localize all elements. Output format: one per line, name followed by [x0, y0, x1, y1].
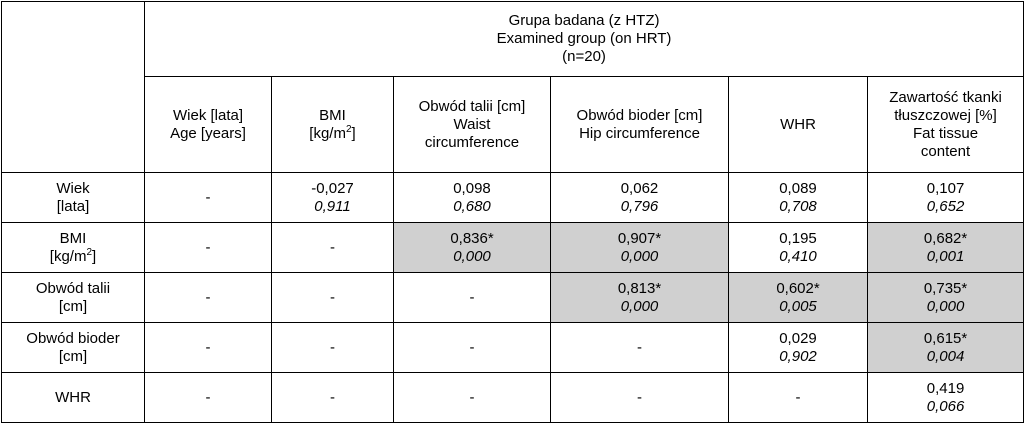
table-cell	[394, 273, 551, 323]
table-cell	[868, 173, 1024, 223]
table-cell	[394, 373, 551, 423]
unit-text: ]	[92, 247, 97, 265]
table-cell	[729, 273, 868, 323]
empty-dash: -	[205, 238, 211, 256]
table-cell	[272, 323, 394, 373]
row-header-line: Wiek	[56, 179, 90, 197]
table-cell	[551, 323, 729, 373]
column-header-line: Fat tissue	[913, 124, 979, 142]
p-value: 0,000	[620, 297, 659, 315]
group-header-line1: Grupa badana (z HTZ)	[508, 12, 660, 29]
column-header-line: Waist	[453, 115, 491, 133]
column-header-bmi	[272, 77, 394, 173]
row-header	[2, 373, 145, 423]
column-header-line: Obwód talii [cm]	[418, 97, 526, 115]
table-row	[2, 273, 1024, 323]
correlation-coefficient: 0,813*	[617, 279, 662, 297]
column-header-age	[145, 77, 272, 173]
unit-text: [kg/m	[49, 247, 87, 265]
table-cell	[145, 223, 272, 273]
correlation-coefficient: 0,907*	[617, 229, 662, 247]
table-cell	[729, 223, 868, 273]
column-header-fat	[868, 77, 1024, 173]
table-cell	[551, 223, 729, 273]
table-cell	[272, 173, 394, 223]
table-cell	[551, 373, 729, 423]
table-cell	[551, 273, 729, 323]
table-cell	[272, 273, 394, 323]
column-header-line: tłuszczowej [%]	[894, 106, 997, 124]
table-cell	[272, 223, 394, 273]
table-row	[2, 173, 1024, 223]
table-cell	[729, 173, 868, 223]
empty-dash: -	[469, 338, 475, 356]
row-header	[2, 323, 145, 373]
empty-dash: -	[330, 338, 335, 356]
empty-dash: -	[205, 388, 211, 406]
table-cell	[729, 373, 868, 423]
column-header-line: Wiek [lata]	[172, 106, 244, 124]
empty-dash: -	[469, 388, 475, 406]
correlation-coefficient: 0,602*	[776, 279, 820, 297]
table-cell	[868, 373, 1024, 423]
p-value: 0,005	[779, 297, 817, 315]
row-header	[2, 273, 145, 323]
table-cell	[868, 323, 1024, 373]
correlation-coefficient: 0,735*	[923, 279, 968, 297]
p-value: 0,001	[926, 247, 965, 265]
row-header-line	[6, 248, 140, 266]
column-header-hip	[551, 77, 729, 173]
p-value: 0,911	[314, 197, 351, 215]
table-cell	[145, 273, 272, 323]
table-cell	[868, 223, 1024, 273]
p-value: 0,066	[926, 397, 965, 415]
correlation-coefficient: 0,107	[926, 179, 965, 197]
correlation-coefficient: 0,098	[453, 179, 491, 197]
group-header-line3: (n=20)	[562, 48, 606, 65]
column-header-whr	[729, 77, 868, 173]
empty-dash: -	[637, 388, 642, 406]
table-cell	[272, 373, 394, 423]
row-header-line: Obwód bioder	[26, 329, 120, 347]
p-value: 0,708	[779, 197, 817, 215]
column-header-waist	[394, 77, 551, 173]
empty-dash: -	[205, 338, 211, 356]
table-row	[2, 223, 1024, 273]
column-header-line: BMI	[319, 106, 346, 124]
column-header-line: Zawartość tkanki	[889, 88, 1002, 106]
row-header-line: WHR	[55, 388, 91, 406]
p-value: 0,652	[926, 197, 965, 215]
empty-dash: -	[205, 288, 211, 306]
table-cell	[551, 173, 729, 223]
correlation-coefficient: 0,682*	[923, 229, 968, 247]
p-value: 0,000	[926, 297, 965, 315]
row-header	[2, 173, 145, 223]
p-value: 0,902	[779, 347, 817, 365]
correlation-coefficient: 0,836*	[450, 229, 494, 247]
p-value: 0,410	[779, 247, 817, 265]
correlation-coefficient: 0,195	[779, 229, 817, 247]
empty-dash: -	[469, 288, 475, 306]
table-body	[2, 173, 1024, 423]
correlation-coefficient: 0,615*	[923, 329, 968, 347]
unit-text: ]	[351, 124, 356, 142]
row-header-line: [lata]	[56, 197, 90, 215]
group-header	[145, 2, 1024, 77]
column-header-line: Age [years]	[170, 124, 246, 142]
unit-superscript: 2	[345, 123, 352, 135]
empty-dash: -	[205, 188, 211, 206]
column-header-line: circumference	[424, 133, 520, 151]
table-cell	[145, 323, 272, 373]
row-header-line: Obwód talii	[35, 279, 111, 297]
empty-dash: -	[795, 388, 801, 406]
correlation-table	[1, 1, 1024, 423]
column-header-line: WHR	[780, 115, 816, 133]
correlation-coefficient: 0,062	[620, 179, 659, 197]
column-header-line	[276, 125, 389, 143]
column-header-line: Hip circumference	[579, 124, 700, 142]
column-header-line: content	[920, 142, 971, 160]
empty-dash: -	[637, 338, 642, 356]
table-cell	[729, 323, 868, 373]
correlation-coefficient: -0,027	[311, 179, 354, 197]
table-row	[2, 323, 1024, 373]
empty-dash: -	[330, 288, 335, 306]
p-value: 0,680	[453, 197, 491, 215]
table-cell	[394, 173, 551, 223]
table-cell	[394, 323, 551, 373]
table-cell	[145, 373, 272, 423]
table-cell	[145, 173, 272, 223]
row-header-line: [cm]	[58, 347, 88, 365]
table-cell	[868, 273, 1024, 323]
column-header-line: Obwód bioder [cm]	[576, 106, 703, 124]
correlation-coefficient: 0,089	[779, 179, 817, 197]
correlation-coefficient: 0,419	[926, 379, 965, 397]
unit-superscript: 2	[86, 246, 93, 258]
p-value: 0,004	[926, 347, 965, 365]
table-row	[2, 373, 1024, 423]
group-header-line2: Examined group (on HRT)	[496, 30, 672, 47]
empty-dash: -	[330, 238, 335, 256]
row-header	[2, 223, 145, 273]
row-header-line: BMI	[59, 229, 87, 247]
correlation-coefficient: 0,029	[779, 329, 817, 347]
p-value: 0,000	[620, 247, 659, 265]
empty-dash: -	[330, 388, 335, 406]
row-header-line: [cm]	[58, 297, 88, 315]
p-value: 0,000	[453, 247, 491, 265]
unit-text: [kg/m	[309, 124, 346, 142]
p-value: 0,796	[620, 197, 659, 215]
corner-cell	[2, 2, 145, 173]
table-cell	[394, 223, 551, 273]
